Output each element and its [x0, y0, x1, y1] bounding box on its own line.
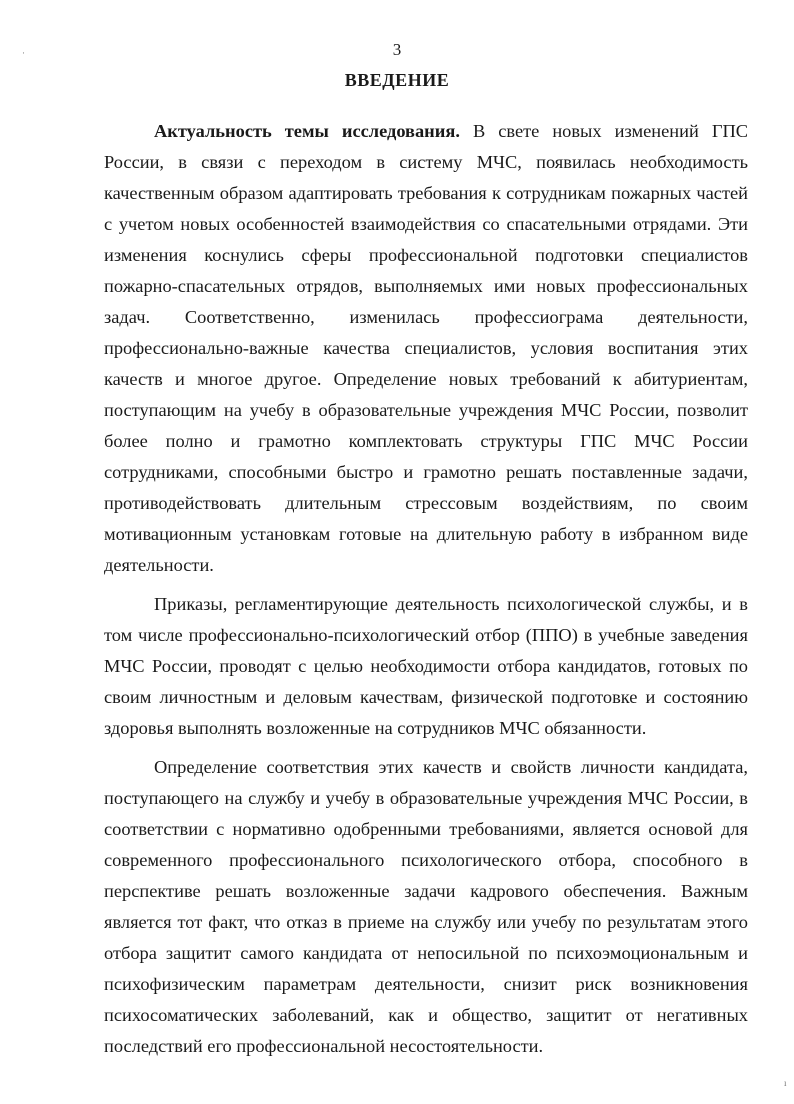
page-number: 3: [392, 40, 402, 59]
document-body: [104, 116, 748, 1070]
paragraph-definition: Определение соответствия этих качеств и свойств личности кандидата, поступающего на службу и учебу в образовательные учреждения МЧС России, в соответствии с нормативно одобренными требованиями, является основой для современного профессионального психологического отбора, способного в перспективе решать возложенные задачи кадрового обеспечения. Важным является тот факт, что отказ в приеме на службу или учебу по результатам этого отбора защитит самого кандидата от непосильной по психоэмоциональным и психофизическим параметрам деятельности, снизит риск возникновения психосоматических заболеваний, как и общество, защитит от негативных последствий его профессиональной несостоятельности.: [104, 757, 748, 1056]
page-title: ВВЕДЕНИЕ: [344, 70, 450, 90]
paragraph-relevance: [104, 116, 748, 581]
paragraph-orders: Приказы, регламентирующие деятельность психологической службы, и в том числе профессионально-психологический отбор (ППО) в учебные заведения МЧС России, проводят с целью необходимости отбора кандидатов, готовых по своим личностным и деловым качествам, физической подготовке и состоянию здоровья выполнять возложенные на сотрудников МЧС обязанности.: [104, 594, 748, 738]
paragraph-text: В свете новых изменений ГПС России, в связи с переходом в систему МЧС, появилась необходимость качественным образом адаптировать требования к сотрудникам пожарных частей с учетом новых особенностей взаимодействия со спасательными отрядами. Эти изменения коснулись сферы профессиональной подготовки специалистов пожарно-спасательных отрядов, выполняемых ими новых профессиональных задач. Соответственно, изменилась профессиограма деятельности, профессионально-важные качества специалистов, условия воспитания этих качеств и многое другое. Определение новых требований к абитуриентам, поступающим на учебу в образовательные учреждения МЧС России, позволит более полно и грамотно комплектовать структуры ГПС МЧС России сотрудниками, способными быстро и грамотно решать поставленные задачи, противодействовать длительным стрессовым воздействиям, по своим мотивационным установкам готовые на длительную работу в избранном виде деятельности.: [104, 121, 749, 575]
scan-artifact-left: ·: [22, 48, 25, 58]
paragraph-lead: Актуальность темы исследования.: [154, 121, 460, 141]
scan-artifact-right: ı: [784, 1078, 787, 1088]
